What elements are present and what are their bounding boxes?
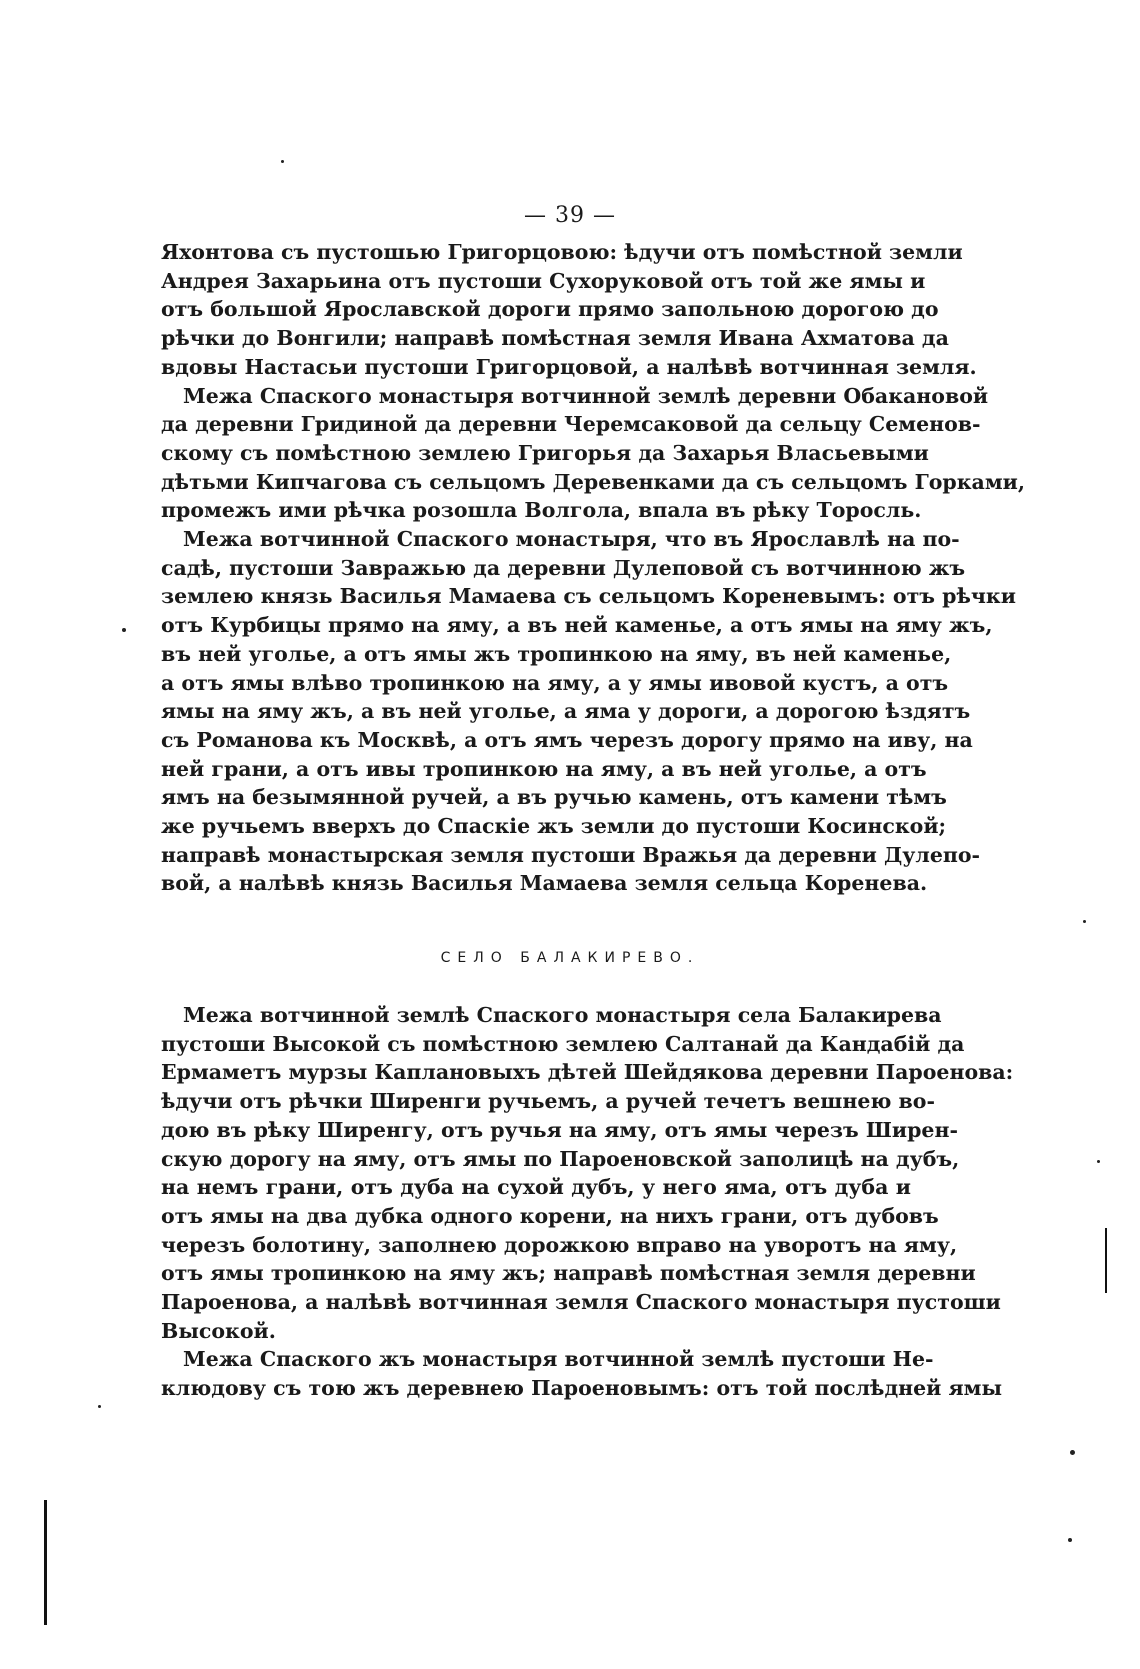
scan-edge-mark	[1105, 1228, 1107, 1293]
text-line: Андрея Захарьина отъ пустоши Сухоруковой отъ той же ямы и	[161, 268, 926, 293]
section-title: СЕЛО БАЛАКИРЕВО.	[440, 950, 700, 966]
scan-speck	[1070, 1450, 1075, 1455]
text-line: ней грани, а отъ ивы тропинкою на яму, а въ ней уголье, а отъ	[161, 756, 927, 781]
text-line: же ручьемъ вверхъ до Спаскіе жъ земли до пустоши Косинской;	[161, 814, 947, 838]
text-line: Межа Спаского монастыря вотчинной землѣ деревни Обакановой	[183, 383, 989, 408]
text-line: скую дорогу на яму, отъ ямы по Пароеновской заполицѣ на дубъ,	[161, 1146, 960, 1171]
text-line: отъ большой Ярославской дороги прямо запольною дорогою до	[161, 297, 939, 322]
text-line: Межа вотчинной Спаского монастыря, что въ Ярославлѣ на по-	[183, 527, 960, 551]
text-line: Пароенова, а налѣвѣ вотчинная земля Спаского монастыря пустоши	[161, 1290, 1001, 1314]
text-line: направѣ монастырская земля пустоши Вражья да деревни Дулепо-	[161, 842, 981, 867]
text-line: Яхонтова съ пустошью Григорцовою: ѣдучи отъ помѣстной земли	[161, 240, 963, 264]
text-line: Межа Спаского жъ монастыря вотчинной землѣ пустоши Не-	[183, 1347, 934, 1372]
text-line: вой, а налѣвѣ князь Василья Мамаева земля сельца Коренева.	[161, 871, 928, 896]
text-line: черезъ болотину, заполнею дорожкою вправо на уворотъ на яму,	[161, 1232, 958, 1257]
text-line: Высокой.	[161, 1318, 276, 1343]
text-line: Ермаметъ мурзы Каплановыхъ дѣтей Шейдякова деревни Пароенова:	[161, 1060, 1014, 1085]
text-line: отъ ямы тропинкою на яму жъ; направѣ помѣстная земля деревни	[161, 1261, 976, 1286]
text-line: вдовы Настасьи пустоши Григорцовой, а налѣвѣ вотчинная земля.	[161, 354, 977, 379]
text-line: на немъ грани, отъ дуба на сухой дубъ, у него яма, отъ дуба и	[161, 1175, 911, 1200]
text-line: ямы на яму жъ, а въ ней уголье, а яма у дороги, а дорогою ѣздятъ	[161, 699, 971, 724]
scan-speck	[281, 160, 284, 163]
text-line: землею князь Василья Мамаева съ сельцомъ Кореневымъ: отъ рѣчки	[161, 584, 1016, 609]
text-line: промежъ ими рѣчка розошла Волгола, впала въ рѣку Торосль.	[161, 498, 922, 523]
text-line: ямъ на безымянной ручей, а въ ручью камень, отъ камени тѣмъ	[161, 785, 947, 810]
text-line: въ ней уголье, а отъ ямы жъ тропинкою на яму, въ ней каменье,	[161, 641, 952, 666]
scan-speck	[122, 628, 126, 632]
scan-speck	[1068, 1538, 1072, 1542]
text-line: съ Романова къ Москвѣ, а отъ ямъ черезъ дорогу прямо на иву, на	[161, 727, 973, 752]
text-line: ѣдучи отъ рѣчки Ширенги ручьемъ, а ручей течетъ вешнею во-	[161, 1089, 935, 1114]
scan-speck	[1083, 920, 1086, 923]
text-line: рѣчки до Вонгили; направѣ помѣстная земля Ивана Ахматова да	[161, 326, 949, 351]
scan-speck	[1097, 1160, 1100, 1163]
text-line: скому съ помѣстною землею Григорья да Захарья Власьевыми	[161, 440, 929, 465]
text-line: Межа вотчинной землѣ Спаского монастыря села Балакирева	[183, 1003, 942, 1027]
text-line: а отъ ямы влѣво тропинкою на яму, а у ямы ивовой кустъ, а отъ	[161, 670, 949, 695]
scan-speck	[98, 1405, 101, 1408]
text-line: отъ ямы на два дубка одного корени, на нихъ грани, отъ дубовъ	[161, 1203, 939, 1228]
page-number: — 39 —	[524, 203, 616, 228]
text-line: дѣтьми Кипчагова съ сельцомъ Деревенками да съ сельцомъ Горками,	[161, 469, 1025, 494]
scan-edge-mark	[44, 1500, 47, 1625]
text-line: да деревни Гридиной да деревни Черемсаковой да сельцу Семенов-	[161, 412, 981, 437]
text-line: пустоши Высокой съ помѣстною землею Салтанай да Кандабій да	[161, 1031, 965, 1056]
text-line: клюдову съ тою жъ деревнею Пароеновымъ: отъ той послѣдней ямы	[161, 1376, 1003, 1401]
text-line: садѣ, пустоши Завражью да деревни Дулеповой съ вотчинною жъ	[161, 555, 966, 580]
text-line: отъ Курбицы прямо на яму, а въ ней каменье, а отъ ямы на яму жъ,	[161, 613, 993, 638]
text-line: дою въ рѣку Ширенгу, отъ ручья на яму, отъ ямы черезъ Ширен-	[161, 1117, 958, 1142]
